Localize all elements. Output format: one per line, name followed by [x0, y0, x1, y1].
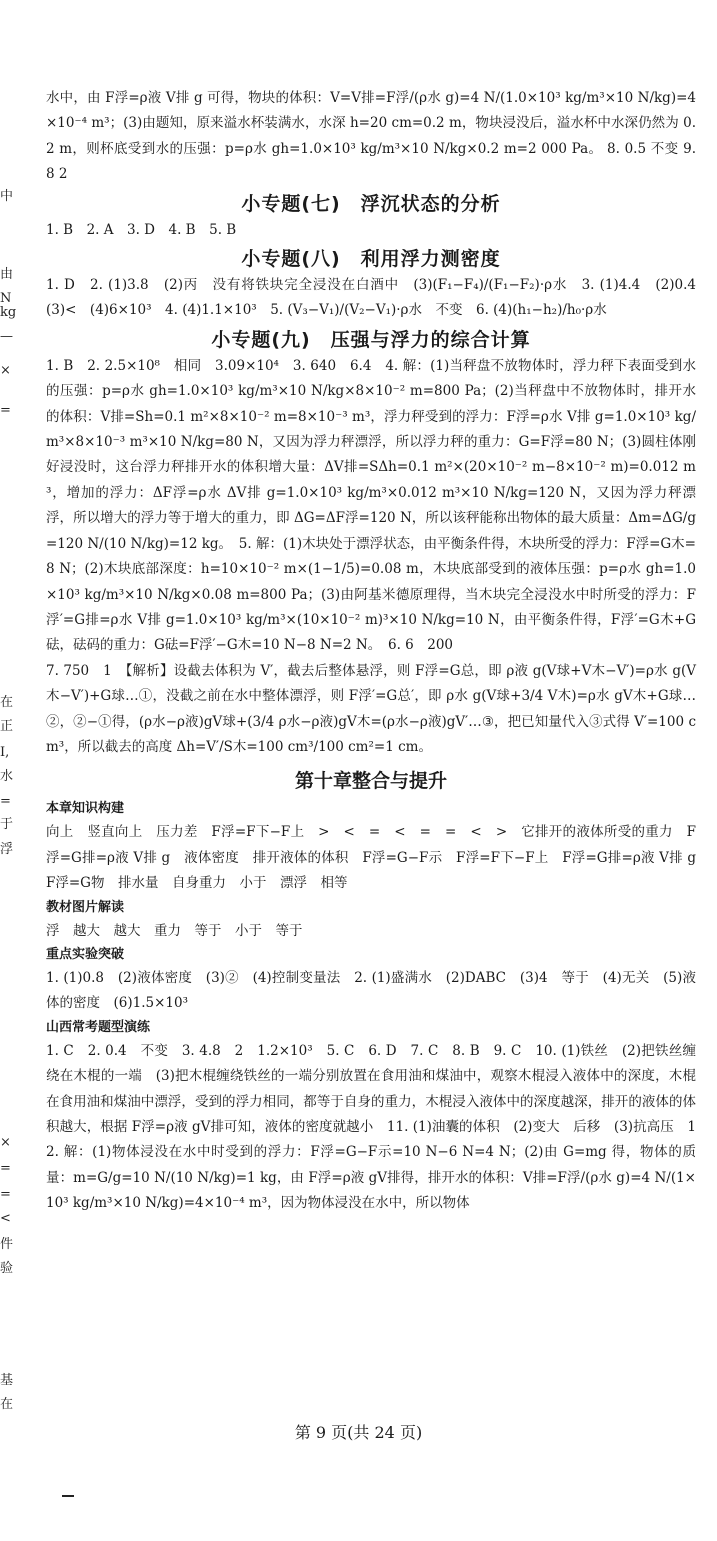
subsection-heading: 重点实验突破 — [46, 946, 125, 962]
answer-paragraph: 1. D 2. (1)3.8 (2)丙 没有将铁块完全浸没在白酒中 (3)(F₁−F₄)/(F₁−F₂)·ρ水 3. (1)4.4 (2)0.4 (3)< (4)6×10³ 4. (4)1.1×10³ 5. (V₃−V₁)/(V₂−V₁)·ρ水 不变 6. (4)(h₁−h₂)/h₀·ρ水 — [46, 277, 710, 319]
margin-fragment: 件 — [0, 1237, 14, 1252]
margin-fragment: 于 — [0, 817, 14, 832]
answer-paragraph: 7. 750 1 【解析】设截去体积为 V′，截去后整体悬浮，则 F浮=G总，即 ρ液 g(V球+V木−V′)=ρ水 g(V木−V′)+G球…①，没截之前在水中整体漂浮，则 F浮′=G总′，即 ρ水 g(V球+3/4 V木)=ρ水 gV木+G球…②，②−①得，(ρ水−ρ液)gV球+(3/4 ρ水−ρ液)gV木=(ρ水−ρ液)gV′…③，把已知量代入③式得 V′=100 cm³，所以截去的高度 Δh=V′/S木=100 cm³/100 cm²=1 cm。 — [46, 662, 696, 755]
answer-paragraph: 向上 竖直向上 压力差 F浮=F下−F上 > < = < = = < > 它排开的液体所受的重力 F浮=G排=ρ液 V排 g 液体密度 排开液体的体积 F浮=G−F示 F浮=F下−F上 F浮=G排=ρ液 V排 g F浮=G物 排水量 自身重力 小于 漂浮 相等 — [46, 824, 710, 892]
margin-fragment: kg — [0, 305, 17, 320]
margin-fragment: × — [0, 363, 11, 378]
margin-fragment: = — [0, 403, 11, 418]
margin-fragment: 在 — [0, 1397, 14, 1412]
answer-column — [46, 86, 710, 1217]
answer-paragraph: 1. C 2. 0.4 不变 3. 4.8 2 1.2×10³ 5. C 6. D 7. C 8. B 9. C 10. (1)铁丝 (2)把铁丝缠绕在木棍的一端 (3)把木棍缠绕铁丝的一端分别放置在食用油和煤油中，观察木棍浸入液体中的深度，木棍在食用油和煤油中漂浮，受到的浮力相同，都等于自身的重力，木棍浸入液体中的深度越深，排开的液体的体积越大，根据 F浮=ρ液 gV排可知，液体的密度就越小 11. (1)油囊的体积 (2)变大 后移 (3)抗高压 12. 解：(1)物体浸没在水中时受到的浮力：F浮=G−F示=10 N−6 N=4 N；(2)由 G=mg 得，物体的质量：m=G/g=10 N/(10 N/kg)=1 kg，由 F浮=ρ液 gV排得，排开水的体积：V排=F浮/(ρ水 g)=4 N/(1×10³ kg/m³×10 N/kg)=4×10⁻⁴ m³，因为物体浸没在水中，所以物体 — [46, 1042, 696, 1212]
answer-paragraph: 浮 越大 越大 重力 等于 小于 等于 — [46, 922, 303, 939]
margin-fragment: 水 — [0, 769, 14, 784]
section-title: 小专题(八) 利用浮力测密度 — [241, 248, 501, 271]
left-margin-fragments — [0, 0, 22, 1541]
margin-fragment: 基 — [0, 1373, 14, 1388]
subsection-heading: 本章知识构建 — [46, 801, 125, 817]
answer-paragraph: 1. B 2. A 3. D 4. B 5. B — [46, 221, 237, 238]
subsection-heading: 教材图片解读 — [46, 899, 125, 915]
section-title: 小专题(七) 浮沉状态的分析 — [241, 192, 501, 215]
margin-fragment: 浮 — [0, 842, 14, 857]
margin-fragment: 验 — [0, 1261, 14, 1276]
section-title: 小专题(九) 压强与浮力的综合计算 — [211, 328, 531, 351]
subsection-heading: 山西常考题型演练 — [46, 1019, 151, 1035]
answer-paragraph: 1. (1)0.8 (2)液体密度 (3)② (4)控制变量法 2. (1)盛满水 (2)DABC (3)4 等于 (4)无关 (5)液体的密度 (6)1.5×10³ — [46, 969, 696, 1012]
margin-fragment: 由 — [0, 267, 14, 282]
margin-fragment: I, — [0, 745, 10, 760]
margin-fragment: — — [0, 329, 13, 344]
answer-paragraph: 1. B 2. 2.5×10⁸ 相同 3.09×10⁴ 3. 640 6.4 4. 解：(1)当秤盘不放物体时，浮力秤下表面受到水的压强：p=ρ水 gh=1.0×10³ kg/m³×10 N/kg×8×10⁻² m=800 Pa；(2)当秤盘中不放物体时，排开水的体积：V排=Sh=0.1 m²×8×10⁻² m=8×10⁻³ m³，浮力秤受到的浮力：F浮=ρ水 V排 g=1.0×10³ kg/m³×8×10⁻³ m³×10 N/kg=80 N，又因为浮力秤漂浮，所以浮力秤的重力：G=F浮=80 N；(3)圆柱体刚好浸没时，这台浮力秤排开水的体积增大量：ΔV排=SΔh=0.1 m²×(20×10⁻² m−8×10⁻² m)=0.012 m³，增加的浮力：ΔF浮=ρ水 ΔV排 g=1.0×10³ kg/m³×0.012 m³×10 N/kg=120 N，又因为浮力秤漂浮，所以增大的浮力等于增大的重力，即 ΔG=ΔF浮=120 N，所以该秤能称出物体的最大质量：Δm=ΔG/g=120 N/(10 N/kg)=12 kg。 5. 解：(1)木块处于漂浮状态，由平衡条件得，木块所受的浮力：F浮=G木=8 N；(2)木块底部深度：h=10×10⁻² m×(1−1/5)=0.08 m，木块底部受到的液体压强：p=ρ水 gh=1.0×10³ kg/m³×10 N/kg×0.08 m=800 Pa；(3)由阿基米德原理得，当木块完全浸没水中时所受的浮力：F浮′=G排=ρ水 V排 g=1.0×10³ kg/m³×(10×10⁻² m)³×10 N/kg=10 N，由平衡条件得，F浮′=G木+G砝，砝码的重力：G砝=F浮′−G木=10 N−8 N=2 N。 6. 6 200 — [46, 357, 696, 654]
margin-fragment: = — [0, 794, 11, 809]
margin-fragment: N — [0, 291, 12, 306]
margin-fragment: = — [0, 1187, 11, 1202]
chapter-title: 第十章整合与提升 — [294, 770, 447, 793]
answer-paragraph: 水中，由 F浮=ρ液 V排 g 可得，物块的体积：V=V排=F浮/(ρ水 g)=4 N/(1.0×10³ kg/m³×10 N/kg)=4×10⁻⁴ m³；(3)由题知，原来溢水杯装满水，水深 h=20 cm=0.2 m，物块浸没后，溢水杯中水深仍然为 0.2 m，则杯底受到水的压强：p=ρ水 gh=1.0×10³ kg/m³×10 N/kg×0.2 m=2 000 Pa。 8. 0.5 不变 9. 8 2 — [46, 90, 696, 183]
margin-fragment: < — [0, 1211, 11, 1226]
bottom-dash — [62, 1495, 74, 1497]
margin-fragment: 在 — [0, 695, 14, 710]
margin-fragment: 正 — [0, 719, 14, 734]
margin-fragment: × — [0, 1135, 11, 1150]
margin-fragment: = — [0, 1161, 11, 1176]
page-footer: 第 9 页(共 24 页) — [294, 1423, 423, 1442]
margin-fragment: 中 — [0, 189, 14, 204]
